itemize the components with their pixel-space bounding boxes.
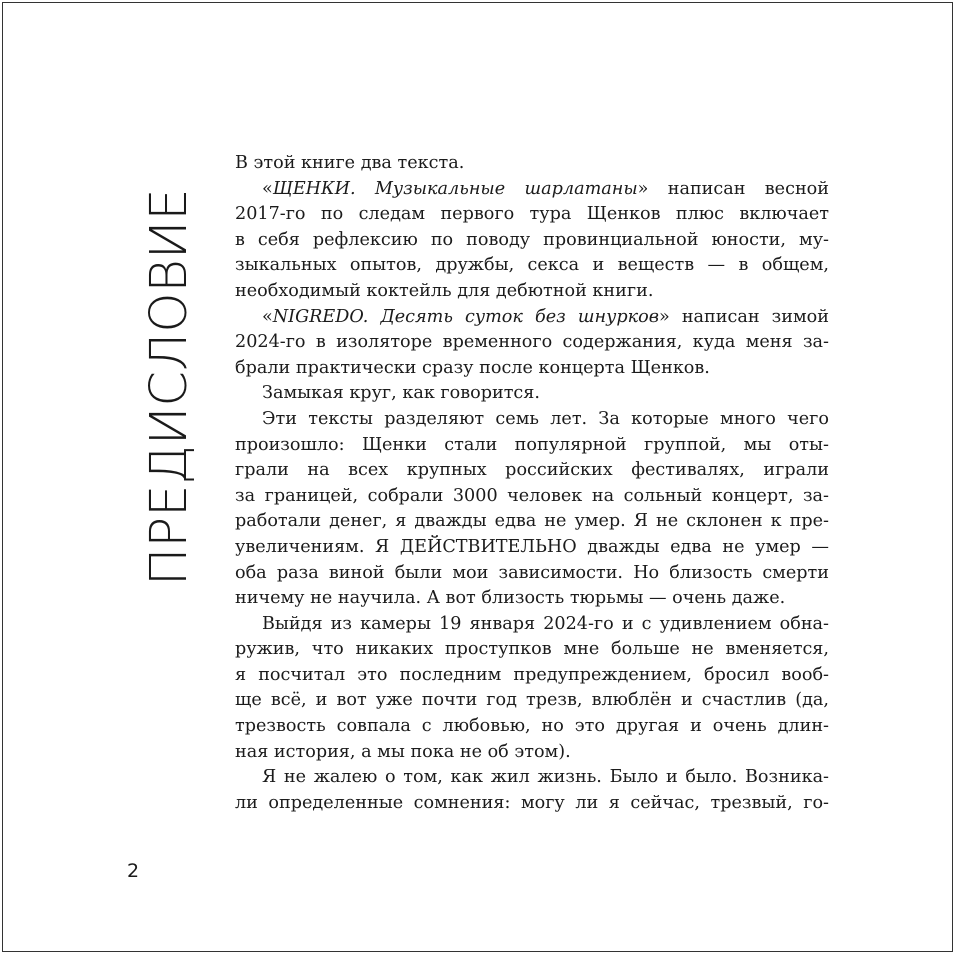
text-line: я посчитал это последним предупреждением, бросил вооб- (235, 664, 829, 685)
text-line: в себя рефлексию по поводу провинциальной юности, му- (235, 229, 829, 250)
text-line: ничему не научила. А вот близость тюрьмы — очень даже. (235, 588, 786, 609)
book-title: ЩЕНКИ. Музыкальные шарлатаны (272, 178, 638, 199)
text-line: ная история, а мы пока не об этом). (235, 741, 571, 762)
section-title: ПРЕДИСЛОВИЕ (140, 188, 199, 586)
text-line: грали на всех крупных российских фестивалях, играли (235, 460, 829, 481)
text-line: Эти тексты разделяют семь лет. За которые много чего (262, 408, 829, 429)
text-line: оба раза виной были мои зависимости. Но близость смерти (235, 562, 829, 583)
text-line: ще всё, и вот уже почти год трезв, влюблён и счастлив (да, (235, 690, 829, 711)
text-line: брали практически сразу после концерта Щенков. (235, 357, 710, 378)
text-line: зыкальных опытов, дружбы, секса и веществ — в общем, (235, 255, 829, 276)
text-line: 2024-го в изоляторе временного содержания, куда меня за- (235, 332, 829, 353)
text-line: трезвость совпала с любовью, но это другая и очень длин- (235, 716, 829, 737)
text-line: В этой книге два текста. (235, 153, 465, 173)
book-title: NIGREDO. Десять суток без шнурков (272, 306, 659, 327)
text-line: Замыкая круг, как говорится. (262, 383, 540, 404)
text-line: ли определенные сомнения: могу ли я сейчас, трезвый, го- (235, 792, 829, 813)
page-number: 2 (127, 860, 140, 882)
text-line: произошло: Щенки стали популярной группой, мы оты- (235, 434, 829, 455)
text-line: 2017-го по следам первого тура Щенков плюс включает (235, 204, 829, 225)
body-text (235, 151, 829, 816)
text-line: за границей, собрали 3000 человек на сольный концерт, за- (235, 485, 829, 506)
text-line: ружив, что никаких проступков мне больше не вменяется, (235, 639, 829, 660)
line-text: » написан зимой (658, 306, 829, 327)
text-line: увеличениям. Я ДЕЙСТВИТЕЛЬНО дважды едва не умер — (235, 536, 829, 557)
book-page (2, 2, 953, 952)
text-line: необходимый коктейль для дебютной книги. (235, 280, 654, 301)
quote-open: « (262, 178, 273, 199)
quote-open: « (262, 306, 273, 327)
text-line: Я не жалею о том, как жил жизнь. Было и было. Возника- (262, 767, 829, 788)
line-text: » написан весной (637, 178, 829, 199)
text-line (235, 177, 829, 203)
text-line (235, 305, 829, 331)
text-line: Выйдя из камеры 19 января 2024-го и с удивлением обна- (262, 613, 829, 634)
text-line: работали денег, я дважды едва не умер. Я не склонен к пре- (235, 511, 829, 532)
